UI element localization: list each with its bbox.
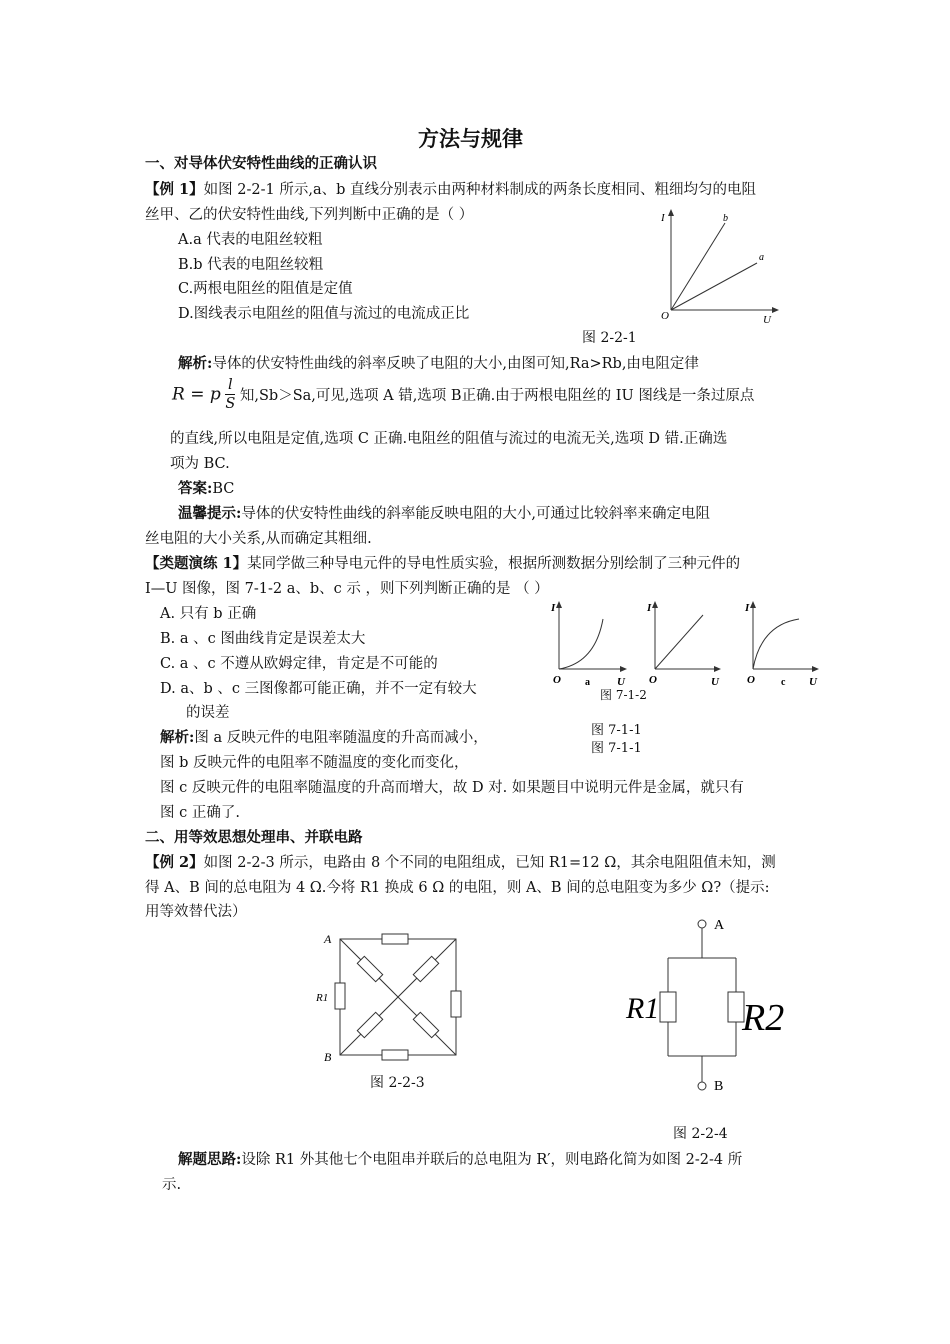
example2-line3: 用等效替代法） — [145, 904, 247, 920]
graph-a — [550, 601, 627, 688]
section1-heading: 一、对导体伏安特性曲线的正确认识 — [145, 155, 377, 172]
node-a-label: A — [714, 918, 725, 933]
answer-label: 答案: — [178, 480, 213, 497]
graph-c-origin: O — [747, 674, 755, 686]
example1-analysis1 — [178, 352, 699, 373]
answer-value: BC — [212, 481, 235, 497]
axis-u-label: U — [763, 314, 771, 325]
section2-heading: 二、用等效思想处理串、并联电路 — [145, 829, 363, 846]
thinking-text1: 设除 R1 外其他七个电阻串并联后的总电阻为 R′，则电路化简为如图 2-2-4 所 — [241, 1152, 743, 1168]
analysis-label: 解析: — [178, 355, 213, 372]
graph-a-axis-u: U — [617, 676, 625, 688]
figure-2-2-3-caption: 图 2-2-3 — [370, 1075, 425, 1091]
analysis-text2: 知,Sb＞Sa,可见,选项 A 错,选项 B正确.由于两根电阻丝的 IU 图线是一条过原点 — [239, 388, 755, 404]
practice1-line1 — [145, 552, 740, 573]
graph-b-axis-u: U — [711, 676, 719, 688]
resistor-bottom — [382, 1050, 408, 1060]
practice1-option-b: B. a 、c 图曲线肯定是误差太大 — [160, 631, 366, 647]
figure-2-2-4-caption: 图 2-2-4 — [673, 1126, 728, 1142]
resistor-top — [382, 934, 408, 944]
resistor-diag-3 — [357, 1012, 382, 1037]
formula-fraction — [225, 376, 235, 413]
resistor-diag-1 — [357, 956, 382, 981]
example1-option-a: A.a 代表的电阻丝较粗 — [178, 232, 323, 248]
practice1-analysis1 — [160, 726, 488, 747]
line-b-label: b — [723, 213, 728, 224]
axis-i-label: I — [661, 212, 665, 224]
practice1-analysis-text1: 图 a 反映元件的电阻率随温度的升高而减小， — [194, 730, 488, 746]
page-title: 方法与规律 — [418, 126, 523, 151]
example1-analysis4: 项为 BC. — [170, 456, 230, 472]
example1-analysis3: 的直线,所以电阻是定值,选项 C 正确.电阻丝的阻值与流过的电流无关,选项 D 错.正确选 — [170, 431, 728, 447]
example1-line1 — [145, 178, 756, 199]
example2-thinking2: 示. — [162, 1177, 182, 1193]
figure-7-1-2-caption: 图 7-1-2 — [600, 688, 647, 702]
example1-tip2: 丝电阻的大小关系,从而确定其粗细. — [145, 531, 372, 547]
example1-tag: 【例 1】 — [145, 181, 204, 198]
formula-lhs: R = p — [172, 384, 221, 405]
figure-7-1-1-caption-b: 图 7-1-1 — [591, 741, 642, 756]
formula-denominator: S — [225, 396, 236, 412]
line-b — [671, 223, 725, 310]
practice1-line2: I—U 图像，图 7-1-2 a、b、c 示 ，则下列判断正确的是 （ ） — [145, 581, 549, 597]
node-b-label: B — [714, 1079, 724, 1094]
formula-numerator: l — [225, 376, 235, 395]
node-a-label: A — [324, 932, 332, 946]
node-b-label: B — [324, 1050, 332, 1064]
graph-c-axis-u: U — [809, 676, 817, 688]
graph-a-origin: O — [553, 674, 561, 686]
example2-line1 — [145, 851, 776, 872]
example1-text1: 如图 2-2-1 所示,a、b 直线分别表示由两种材料制成的两条长度相同、粗细均匀的电阻 — [203, 182, 756, 198]
practice1-tag: 【类题演练 1】 — [145, 555, 248, 572]
practice1-option-d-cont: 的误差 — [186, 705, 230, 721]
resistor-r1 — [660, 992, 676, 1022]
tip-text1: 导体的伏安特性曲线的斜率能反映电阻的大小,可通过比较斜率来确定电阻 — [241, 506, 710, 522]
example2-line2: 得 A、B 间的总电阻为 4 Ω.今将 R1 换成 6 Ω 的电阻，则 A、B 间的总电阻变为多少 Ω?（提示: — [145, 880, 770, 896]
example2-tag: 【例 2】 — [145, 854, 204, 871]
r2-label: R2 — [742, 997, 785, 1039]
practice1-analysis2: 图 b 反映元件的电阻率不随温度的变化而变化， — [160, 755, 469, 771]
example1-option-b: B.b 代表的电阻丝较粗 — [178, 257, 324, 273]
graph-b-axis-i: I — [647, 602, 652, 614]
graph-c-axis-i: I — [745, 602, 750, 614]
graph-c-label: c — [781, 677, 786, 688]
line-a-label: a — [759, 252, 764, 263]
thinking-label: 解题思路: — [178, 1151, 242, 1168]
graph-a-label: a — [585, 677, 590, 688]
graph-b — [646, 601, 721, 688]
example1-option-c: C.两根电阻丝的阻值是定值 — [178, 281, 353, 297]
figure-2-2-3 — [312, 925, 472, 1065]
example2-thinking1 — [178, 1148, 742, 1169]
practice1-analysis4: 图 c 正确了. — [160, 805, 240, 821]
graph-c — [744, 601, 819, 688]
resistor-diag-2 — [413, 956, 438, 981]
figure-2-2-1-caption: 图 2-2-1 — [582, 330, 637, 346]
figure-7-1-2 — [545, 597, 835, 702]
tip-label: 温馨提示: — [178, 505, 242, 522]
practice1-text1: 某同学做三种导电元件的导电性质实验，根据所测数据分别绘制了三种元件的 — [247, 556, 741, 572]
resistor-r1 — [335, 983, 345, 1009]
r1-label: R1 — [626, 992, 660, 1025]
figure-2-2-1 — [645, 205, 785, 325]
example1-tip1 — [178, 502, 710, 523]
origin-label: O — [661, 310, 669, 322]
resistor-diag-4 — [413, 1012, 438, 1037]
example1-analysis2 — [172, 376, 754, 413]
graph-b-origin: O — [649, 674, 657, 686]
practice1-option-c: C. a 、c 不遵从欧姆定律，肯定是不可能的 — [160, 656, 438, 672]
practice1-analysis3: 图 c 反映元件的电阻率随温度的升高而增大，故 D 对. 如果题目中说明元件是金属，就只有 — [160, 780, 744, 796]
practice1-option-d: D. a、b 、c 三图像都可能正确，并不一定有较大 — [160, 681, 477, 697]
figure-2-2-4 — [620, 910, 790, 1100]
example2-text1: 如图 2-2-3 所示，电路由 8 个不同的电阻组成，已知 R1=12 Ω，其余电阻阻值未知，测 — [203, 855, 776, 871]
example1-answer — [178, 477, 234, 498]
example1-option-d: D.图线表示电阻丝的阻值与流过的电流成正比 — [178, 306, 470, 322]
example1-line2: 丝甲、乙的伏安特性曲线,下列判断中正确的是（ ） — [145, 207, 474, 223]
analysis-text1: 导体的伏安特性曲线的斜率反映了电阻的大小,由图可知,Ra>Rb,由电阻定律 — [212, 356, 699, 372]
figure-7-1-1-caption-a: 图 7-1-1 — [591, 723, 642, 738]
r1-label: R1 — [316, 992, 329, 1004]
practice1-option-a: A. 只有 b 正确 — [160, 606, 257, 622]
resistor-right — [451, 991, 461, 1017]
practice1-analysis-label: 解析: — [160, 729, 195, 746]
line-a — [671, 263, 757, 310]
graph-a-axis-i: I — [551, 602, 556, 614]
